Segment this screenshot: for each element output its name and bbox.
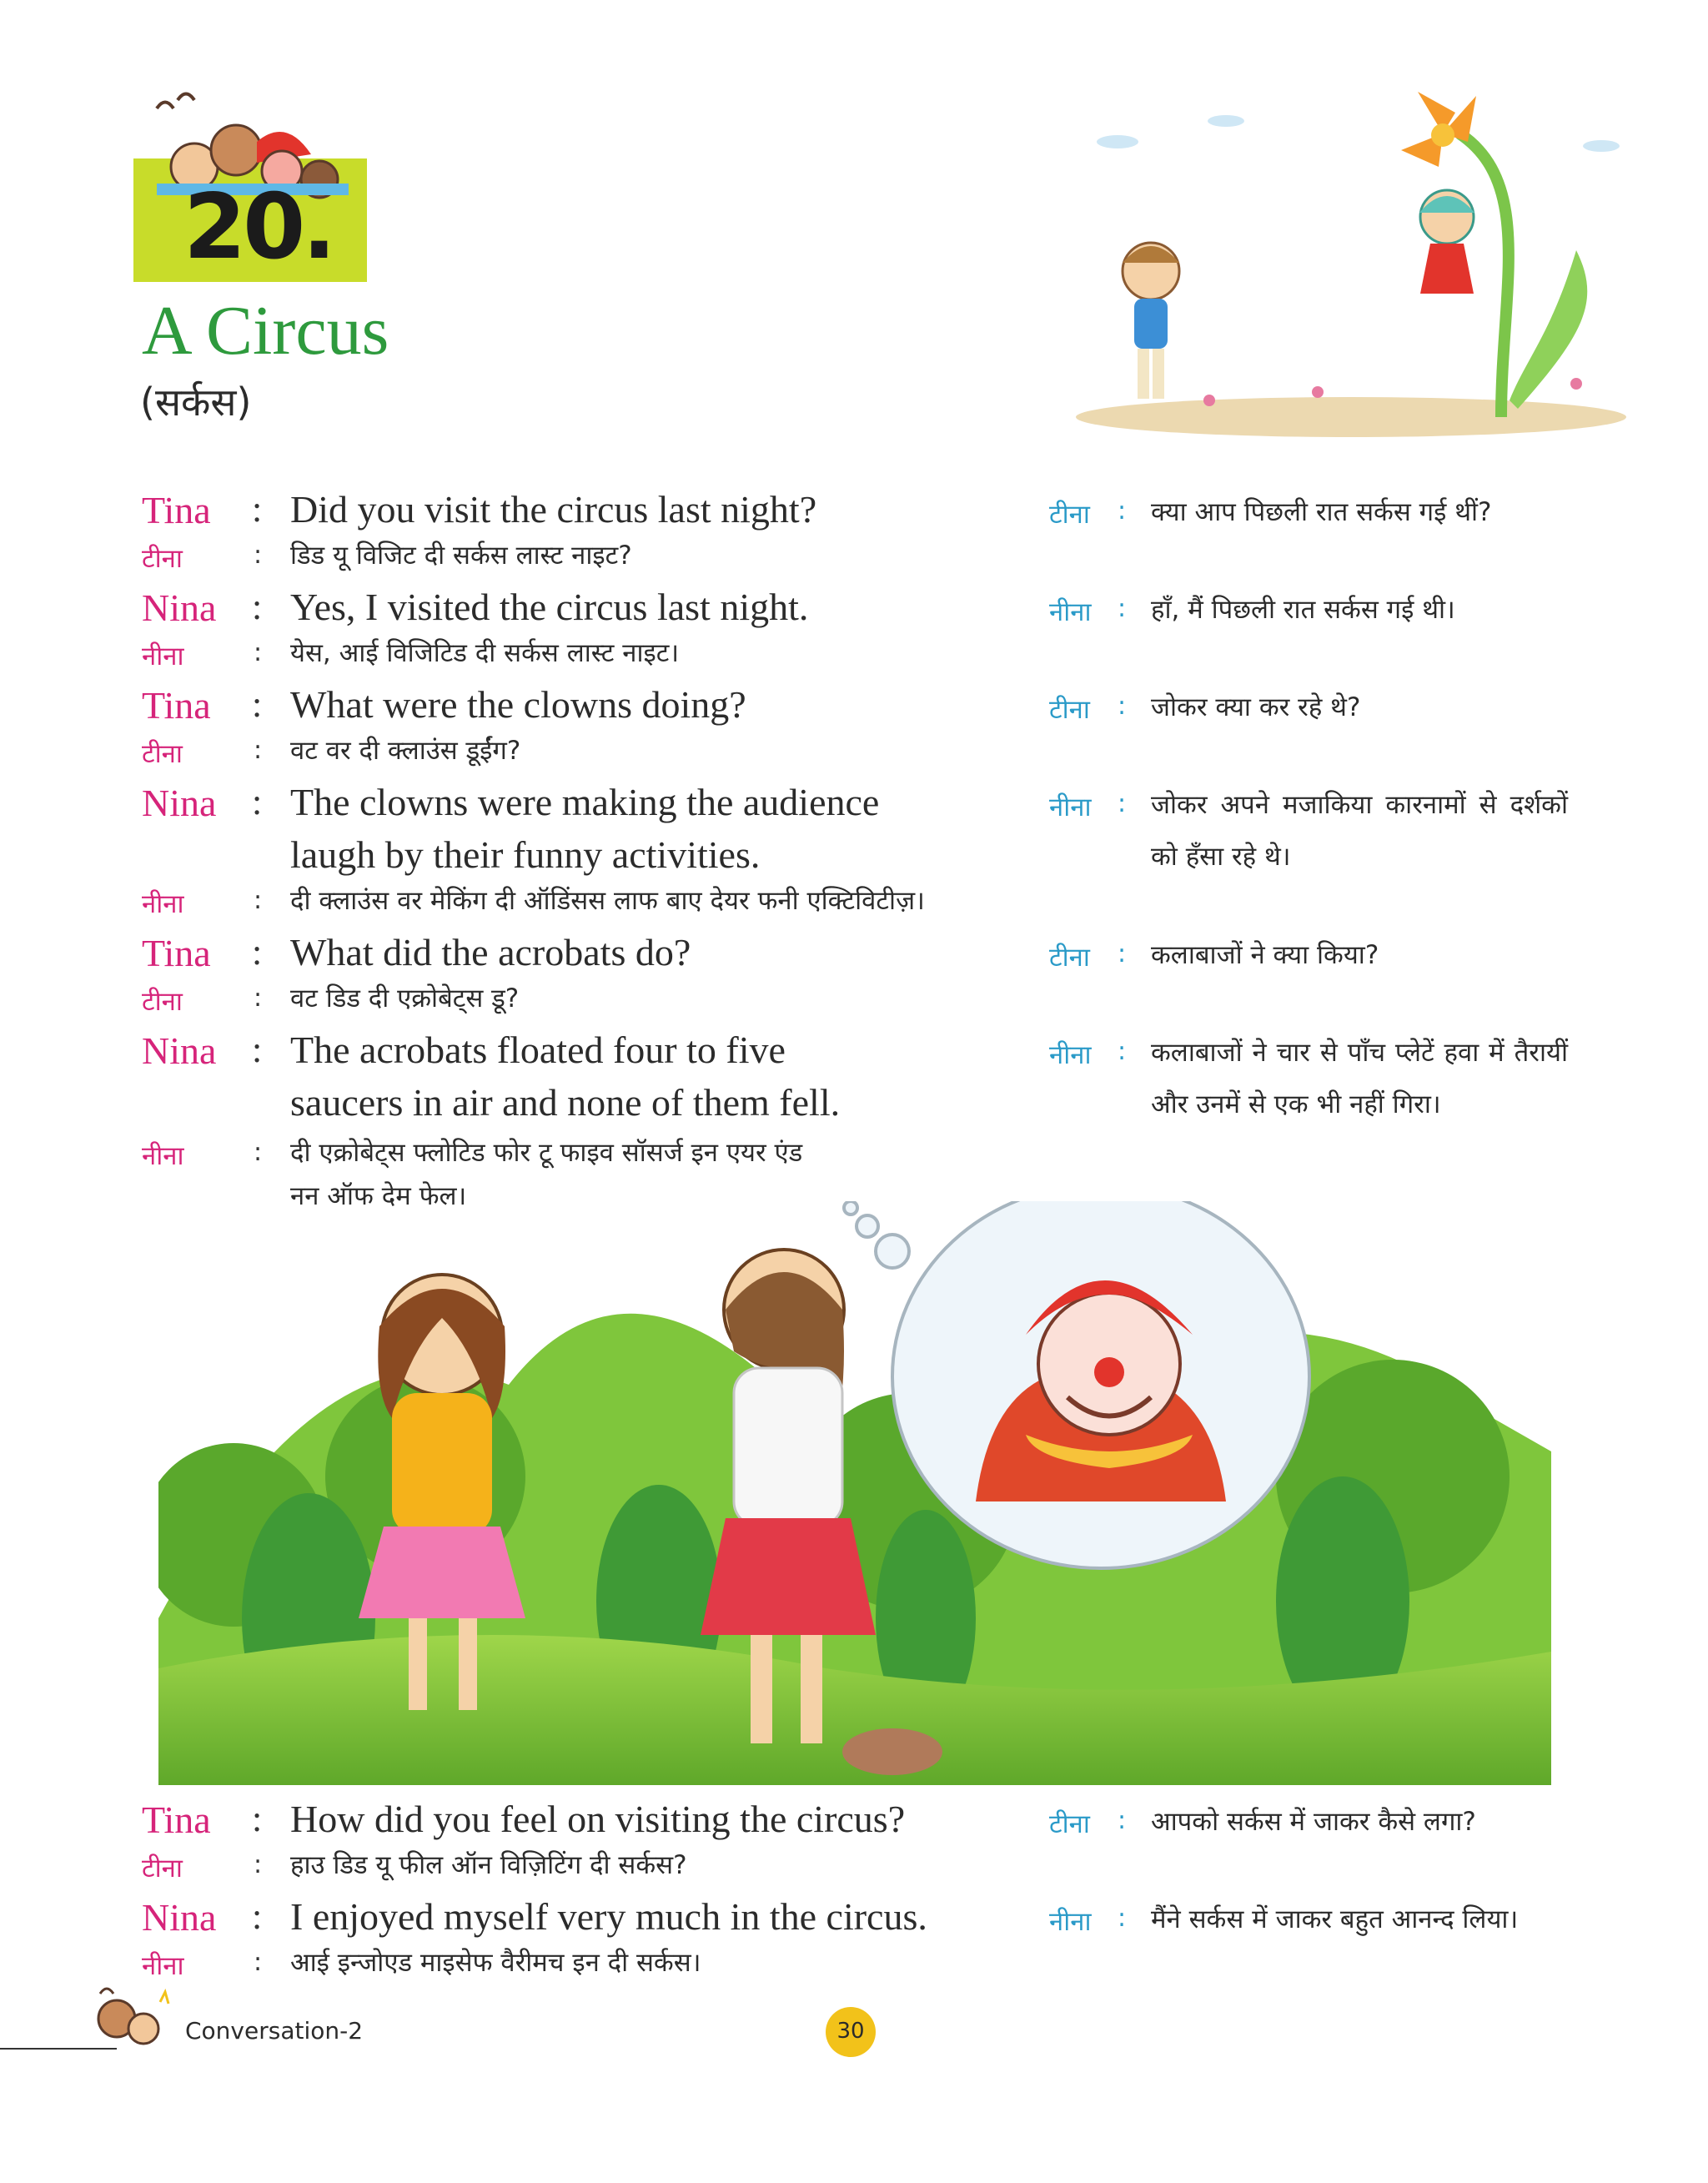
translation-speaker: टीना [1049, 1809, 1090, 1839]
translation-text: हाँ, मैं पिछली रात सर्कस गई थी। [1151, 595, 1455, 625]
translation-text: कलाबाजों ने चार से पाँच प्लेटें हवा में तैरायीं और उनमें से एक भी नहीं गिरा। [1151, 1038, 1568, 1119]
separator-colon: : [1118, 1806, 1127, 1835]
speaker-name: Tina [142, 489, 211, 531]
english-line: Yes, I visited the circus last night. [290, 586, 809, 628]
separator-colon: : [254, 1850, 263, 1879]
translation-speaker: टीना [1049, 500, 1090, 530]
separator-colon: : [254, 638, 263, 667]
separator-colon: : [252, 684, 263, 725]
separator-colon: : [1118, 1904, 1127, 1933]
english-line: I enjoyed myself very much in the circus. [290, 1895, 927, 1938]
separator-colon: : [252, 1798, 263, 1839]
kids-flower-illustration [1068, 83, 1635, 442]
page-number: 30 [836, 2019, 865, 2044]
page-title: A Circus [142, 292, 389, 370]
speaker-name: Nina [142, 586, 217, 629]
footer-label: Conversation-2 [185, 2017, 364, 2045]
translation-speaker: नीना [1049, 1040, 1092, 1070]
separator-colon: : [1118, 939, 1127, 968]
pronunciation-line: वट वर दी क्लाउंस डूईंग? [290, 736, 521, 766]
separator-colon: : [1118, 594, 1127, 623]
pronunciation-line: वट डिड दी एक्रोबेट्स डू? [290, 983, 520, 1014]
separator-colon: : [254, 1948, 263, 1977]
english-line: What were the clowns doing? [290, 683, 746, 726]
speaker-name: Tina [142, 684, 211, 727]
separator-colon: : [254, 541, 263, 570]
separator-colon: : [254, 983, 263, 1013]
kids-footer-logo [83, 1977, 175, 2052]
english-line: How did you feel on visiting the circus? [290, 1798, 906, 1840]
pronunciation-line: दी क्लाउंस वर मेकिंग दी ऑडिंसस लाफ बाए देयर फनी एक्टिविटीज़। [290, 886, 925, 916]
translation-speaker: नीना [1049, 792, 1092, 822]
pronunciation-line: नन ऑफ देम फेल। [290, 1181, 467, 1211]
separator-colon: : [254, 1138, 263, 1167]
english-line: The clowns were making the audience [290, 781, 880, 823]
separator-colon: : [252, 932, 263, 973]
speaker-name: Nina [142, 782, 217, 824]
pronunciation-line: आई इन्जोएड माइसेफ वैरीमच इन दी सर्कस। [290, 1948, 701, 1978]
speaker-name-hindi: नीना [142, 889, 184, 919]
translation-text: क्या आप पिछली रात सर्कस गई थीं? [1151, 497, 1492, 527]
separator-colon: : [1118, 1037, 1127, 1066]
page-subtitle: (सर्कस) [140, 380, 252, 425]
english-line: saucers in air and none of them fell. [290, 1081, 841, 1124]
translation-text: आपको सर्कस में जाकर कैसे लगा? [1151, 1807, 1476, 1837]
separator-colon: : [252, 1029, 263, 1070]
speaker-name: Tina [142, 1798, 211, 1841]
separator-colon: : [1118, 789, 1127, 818]
translation-text: जोकर अपने मजाकिया कारनामों से दर्शकों को हँसा रहे थे। [1151, 790, 1568, 872]
pronunciation-line: डिड यू विजिट दी सर्कस लास्ट नाइट? [290, 541, 632, 571]
english-line: The acrobats floated four to five [290, 1029, 786, 1071]
translation-text: जोकर क्या कर रहे थे? [1151, 692, 1361, 722]
chapter-number: 20. [183, 175, 334, 279]
speaker-name-hindi: नीना [142, 1951, 184, 1981]
speaker-name-hindi: टीना [142, 544, 183, 574]
speaker-name-hindi: टीना [142, 739, 183, 769]
english-line: laugh by their funny activities. [290, 833, 761, 876]
pronunciation-line: येस, आई विजिटिड दी सर्कस लास्ट नाइट। [290, 638, 680, 668]
speaker-name: Nina [142, 1896, 217, 1939]
english-line: Did you visit the circus last night? [290, 488, 817, 531]
speaker-name-hindi: नीना [142, 641, 184, 671]
translation-text: मैंने सर्कस में जाकर बहुत आनन्द लिया। [1151, 1904, 1519, 1934]
translation-speaker: टीना [1049, 943, 1090, 973]
separator-colon: : [254, 886, 263, 915]
translation-text: कलाबाजों ने क्या किया? [1151, 940, 1379, 970]
separator-colon: : [1118, 496, 1127, 526]
girls-park-clown-illustration [158, 1201, 1551, 1785]
translation-speaker: टीना [1049, 695, 1090, 725]
speaker-name: Tina [142, 932, 211, 974]
english-line: What did the acrobats do? [290, 931, 691, 973]
separator-colon: : [252, 1896, 263, 1937]
speaker-name-hindi: नीना [142, 1141, 184, 1171]
pronunciation-line: दी एक्रोबेट्स फ्लोटिड फोर टू फाइव सॉसर्ज इन एयर एंड [290, 1138, 803, 1168]
speaker-name: Nina [142, 1029, 217, 1072]
translation-speaker: नीना [1049, 597, 1092, 627]
separator-colon: : [1118, 692, 1127, 721]
separator-colon: : [252, 489, 263, 530]
separator-colon: : [252, 782, 263, 822]
translation-speaker: नीना [1049, 1907, 1092, 1937]
pronunciation-line: हाउ डिड यू फील ऑन विज़िटिंग दी सर्कस? [290, 1850, 687, 1880]
separator-colon: : [254, 736, 263, 765]
speaker-name-hindi: टीना [142, 987, 183, 1017]
speaker-name-hindi: टीना [142, 1854, 183, 1884]
separator-colon: : [252, 586, 263, 627]
